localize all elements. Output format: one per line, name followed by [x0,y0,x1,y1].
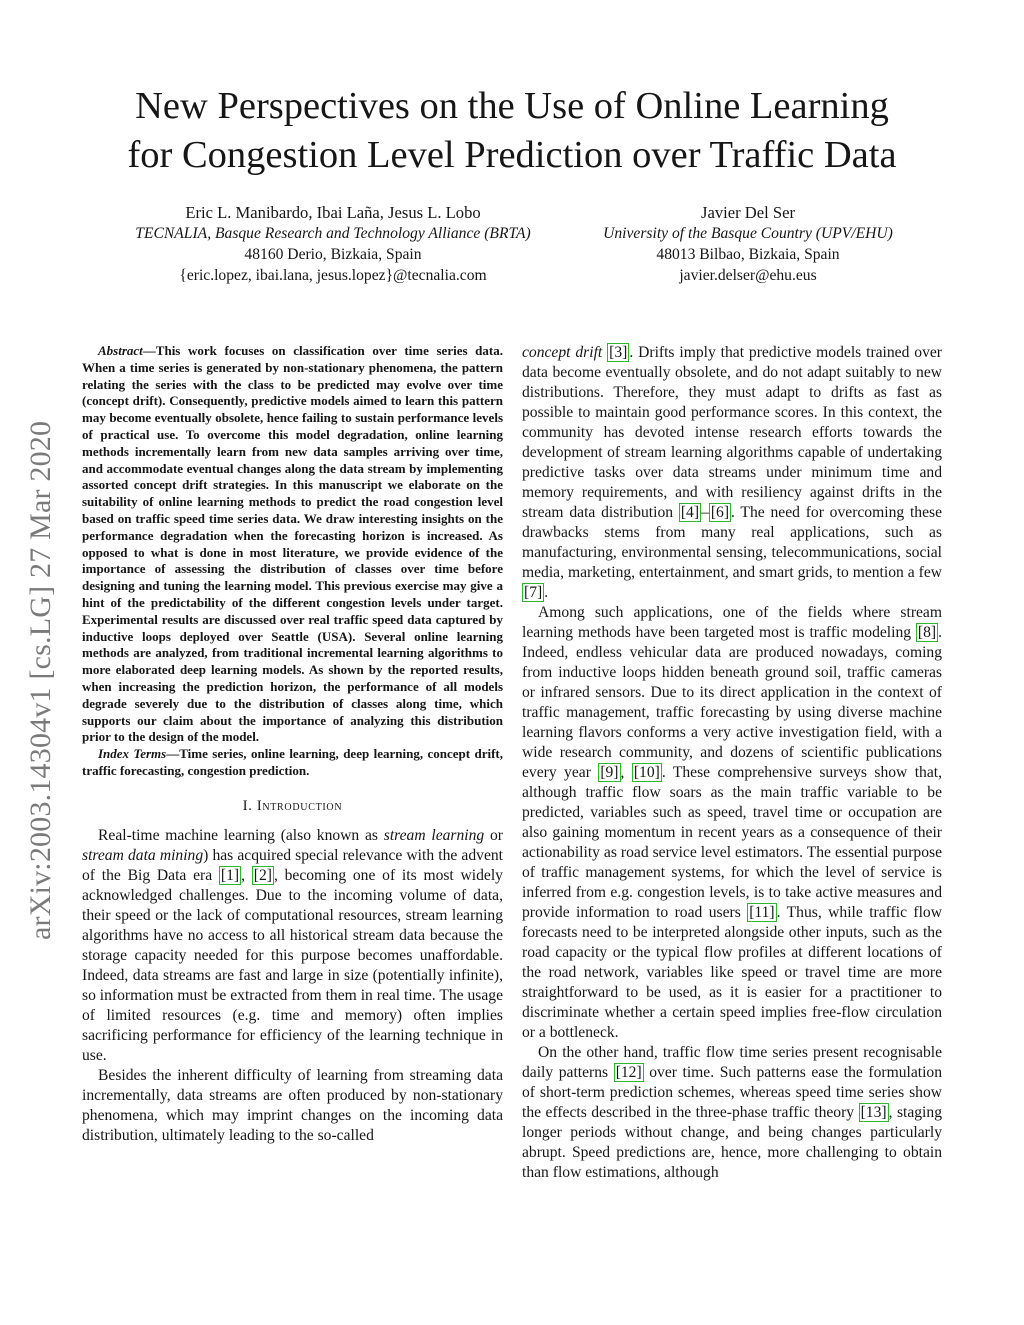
citation-link[interactable]: [13] [860,1104,887,1121]
section-heading-introduction: I. Introduction [242,797,343,814]
intro-paragraph-3: Among such applications, one of the fields where stream learning methods have been targeted most is traffic modeling [8] . Indeed, endless vehicular data are produced nowadays, coming from inductive loops hidden beneath ground soil, traffic cameras or infrared sensors. Due to its direct application in the context of traffic management, traffic forecasting by using diverse machine learning flavors conforms a very active investigation field, with a wide research community, and dozens of scientific publications every year [9] , [10] . These comprehensive surveys show that, although traffic flow soars as the main traffic variable to be predicted, variables such as speed, travel time or occupation are also gaining momentum in recent years as a consequence of their actionability as road service level estimators. The essential purpose of traffic management systems, for which the level of service is inferred from e.g. congestion levels, is to take active measures and provide information to road users [11] . Thus, while traffic flow forecasts need to be interpreted alongside other inputs, such as the road capacity or the typical flow profiles at different locations of the road network, variables like speed or travel time are more straightforward to be used, as it is easier for a practitioner to discriminate whether a certain speed implies free-flow circulation or a bottleneck. [522,604,943,1041]
author-address: 48160 Derio, Bizkaia, Spain [244,246,422,263]
citation-link[interactable]: [12] [615,1064,642,1081]
index-terms [82,746,503,780]
concept-drift-term: concept drift [522,344,603,361]
stream-data-mining-term: stream data mining [82,846,204,864]
citation-link[interactable]: [6] [710,504,730,521]
author-email: {eric.lopez, ibai.lana, jesus.lopez}@tecnalia.com [179,267,487,284]
author-email: javier.delser@ehu.eus [679,267,817,284]
citation-link[interactable]: [3] [609,344,628,361]
author-address: 48013 Bilbao, Bizkaia, Spain [656,246,840,263]
arxiv-identifier: arXiv:2003.14304v1 [cs.LG] 27 Mar 2020 [24,420,57,940]
right-column [522,343,942,1183]
citation-link[interactable]: [7] [524,584,543,601]
citation-link[interactable]: [8] [917,624,937,641]
intro-paragraph-1: Real-time machine learning (also known as stream learning or stream data mining) has acquired special relevance with the advent of the Big Data era [1] , [2] , becoming one of its most widely acknowledged challenges. Due to the incoming volume of data, their speed or the lack of computational resources, stream learning algorithms have no access to all historical stream data because the storage capacity needed for this purpose becomes unaffordable. Indeed, data streams are fast and large in size (potentially infinite), so information must be extracted from them in real time. The usage of limited resources (e.g. time and memory) often implies sacrificing performance for efficiency of the learning technique in use. [82,826,503,1064]
author-block-ehu [568,202,928,286]
author-block-tecnalia [100,202,566,286]
title-line-1: New Perspectives on the Use of Online Learning [135,85,889,127]
abstract [82,343,503,746]
author-affiliation: University of the Basque Country (UPV/EHU) [603,225,893,242]
paper-title [60,82,964,180]
stream-learning-term: stream learning [383,826,485,844]
index-terms-text: —Time series, online learning, deep learning, concept drift, traffic forecasting, congestion prediction. [82,746,503,778]
citation-link[interactable]: [4] [680,504,700,521]
citation-link[interactable]: [9] [600,764,619,781]
left-column [82,343,503,1146]
abstract-label: Abstract [98,343,143,358]
citation-link[interactable]: [1] [220,866,240,884]
intro-paragraph-4: On the other hand, traffic flow time series present recognisable daily patterns [12] over time. Such patterns ease the formulation of short-term prediction schemes, whereas speed time series show the effects described in the three-phase traffic theory [13] , staging longer periods without change, and being changes particularly abrupt. Speed predictions are, hence, more challenging to obtain than flow estimations, although [522,1044,943,1181]
intro-paragraph-2: Besides the inherent difficulty of learning from streaming data incrementally, data streams are often produced by non-stationary phenomena, which may imprint changes on the incoming data distribution, ultimately leading to the so-called [82,1066,503,1144]
author-affiliation: TECNALIA, Basque Research and Technology Alliance (BRTA) [135,225,531,242]
author-names: Javier Del Ser [701,203,795,222]
citation-link[interactable]: [10] [633,764,660,781]
abstract-text: —This work focuses on classification over time series data. When a time series is generated by non-stationary phenomena, the pattern relating the series with the class to be predicted may evolve over time (concept drift). Consequently, predictive models aimed to learn this pattern may become eventually obsolete, hence failing to sustain performance levels of practical use. To overcome this model degradation, online learning methods incrementally learn from new data samples arriving over time, and accommodate eventual changes along the data stream by implementing assorted concept drift strategies. In this manuscript we elaborate on the suitability of online learning methods to predict the road congestion level based on traffic speed time series data. We draw interesting insights on the performance degradation when the forecasting horizon is increased. As opposed to what is done in most literature, we provide evidence of the importance of assessing the distribution of classes over time before designing and tuning the learning model. This previous exercise may give a hint of the predictability of the different congestion levels under target. Experimental results are discussed over real traffic speed data captured by inductive loops deployed over Seattle (USA). Several online learning methods are analyzed, from traditional incremental learning algorithms to more elaborated deep learning models. As shown by the reported results, when increasing the prediction horizon, the performance of all models degrade severely due to the distribution of classes along time, which supports our claim about the importance of analyzing this distribution prior to the design of the model. [82,343,503,745]
title-line-2: for Congestion Level Prediction over Traffic Data [127,134,897,176]
author-names: Eric L. Manibardo, Ibai Laña, Jesus L. Lobo [185,203,481,222]
index-terms-label: Index Terms [98,746,167,762]
citation-link[interactable]: [2] [253,866,272,884]
citation-link[interactable]: [11] [749,904,775,921]
intro-paragraph-continued: concept drift [3] . Drifts imply that predictive models trained over data become eventually obsolete, and do not adapt suitably to new distributions. Therefore, they must adapt to drifts as fast as possible to maintain good performance scores. In this context, the community has devoted intense research efforts towards the development of stream learning algorithms capable of undertaking predictive tasks over data streams under minimum time and memory requirements, and with resiliency against drifts in the stream data distribution [4] – [6] . The need for overcoming these drawbacks stems from many real applications, such as manufacturing, environmental sensing, telecommunications, social media, marketing, entertainment, and smart grids, to mention a few [7] . [522,344,943,601]
